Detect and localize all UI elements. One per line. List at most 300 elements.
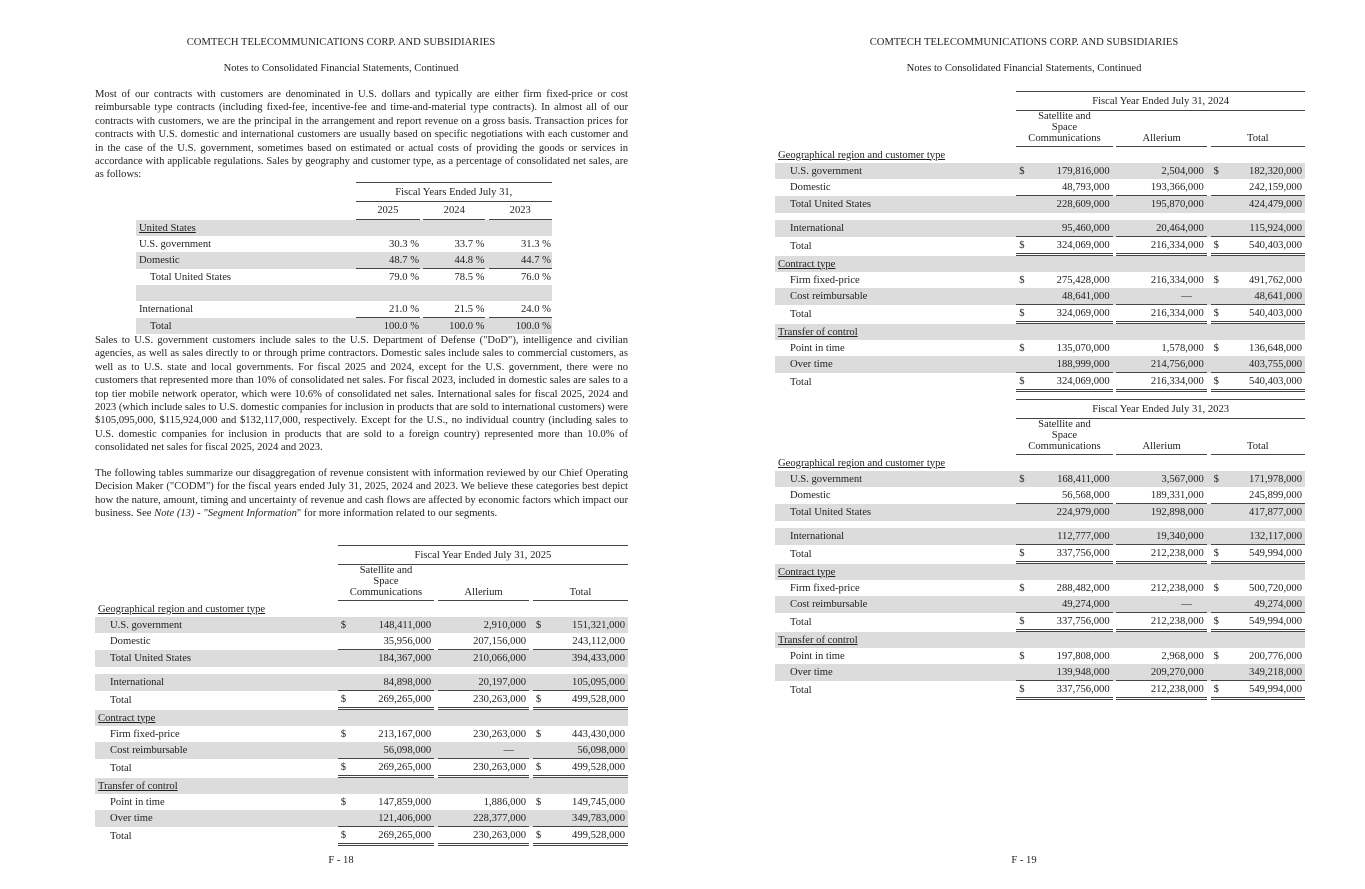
amount-box xyxy=(1116,472,1206,487)
table-row xyxy=(775,220,1305,237)
spacer-cell xyxy=(775,213,1305,220)
amount-box xyxy=(1211,472,1305,487)
currency-symbol: $ xyxy=(535,619,542,631)
amount-value: 193,366,000 xyxy=(1150,181,1204,193)
sales-percentage-table xyxy=(136,182,552,334)
amount-box xyxy=(338,675,434,690)
amount-cell xyxy=(1211,220,1305,237)
column-header: Satellite and Space Communications xyxy=(1016,419,1112,455)
amount-cell xyxy=(338,759,434,778)
amount-cell xyxy=(1116,163,1206,179)
currency-symbol: $ xyxy=(340,728,347,740)
amount-box xyxy=(1016,472,1112,487)
blank-cell xyxy=(775,91,1016,111)
amount-value: 182,320,000 xyxy=(1249,165,1302,177)
amount-cell xyxy=(438,617,529,633)
row-label: Domestic xyxy=(110,636,151,647)
amount-cell xyxy=(438,726,529,742)
amount-cell xyxy=(533,617,628,633)
spacer-cell xyxy=(95,667,628,674)
amount-value: 275,428,000 xyxy=(1056,274,1110,286)
amount-cell xyxy=(533,742,628,759)
currency-symbol: $ xyxy=(1213,547,1219,559)
amount-box xyxy=(1211,614,1305,629)
percent-value: 31.3 % xyxy=(520,238,551,250)
amount-value: 269,265,000 xyxy=(378,693,432,705)
amount-cell xyxy=(1016,356,1112,373)
amount-cell xyxy=(1211,564,1305,580)
amount-value: 195,870,000 xyxy=(1150,199,1204,210)
amount-value: 105,095,000 xyxy=(572,676,625,688)
amount-cell xyxy=(1211,147,1305,163)
percent-value: 24.0 % xyxy=(489,301,553,318)
blank-cell xyxy=(775,399,1016,419)
table-row xyxy=(775,340,1305,356)
amount-box xyxy=(438,828,529,843)
percent-value: 30.3 % xyxy=(389,238,420,250)
column-header: Total xyxy=(1211,419,1305,455)
amount-box xyxy=(1116,488,1206,503)
amount-box xyxy=(1211,597,1305,612)
amount-cell xyxy=(1211,256,1305,272)
section-header-row xyxy=(95,778,628,794)
row-label: Total xyxy=(790,617,812,628)
amount-box xyxy=(1116,649,1206,664)
amount-value: 228,377,000 xyxy=(473,812,527,824)
amount-cell xyxy=(1116,613,1206,632)
note-reference: Note (13) - "Segment Information xyxy=(154,508,297,520)
currency-symbol: $ xyxy=(1213,165,1219,177)
section-header-row xyxy=(95,710,628,726)
currency-symbol: $ xyxy=(1019,342,1025,354)
amount-cell xyxy=(438,601,529,617)
total-row xyxy=(775,237,1305,256)
amount-box xyxy=(533,692,628,707)
column-header: Total xyxy=(1211,111,1305,147)
currency-symbol: $ xyxy=(1213,239,1219,251)
table-title: Fiscal Year Ended July 31, 2023 xyxy=(1016,399,1305,419)
amount-value: 540,403,000 xyxy=(1249,307,1302,319)
amount-value: 149,745,000 xyxy=(572,796,625,808)
currency-symbol: $ xyxy=(1019,683,1025,695)
currency-symbol: $ xyxy=(340,829,347,841)
total-row xyxy=(775,545,1305,564)
table-row xyxy=(136,285,552,301)
row-label: Total xyxy=(110,695,132,706)
row-label: Contract type xyxy=(95,710,338,726)
revenue-table-2025 xyxy=(95,545,628,846)
header-row xyxy=(136,182,552,202)
amount-value: 349,218,000 xyxy=(1249,666,1302,678)
row-label: International xyxy=(775,528,1016,545)
amount-cell xyxy=(338,710,434,726)
amount-value: 349,783,000 xyxy=(572,812,625,824)
amount-box xyxy=(338,743,434,758)
currency-symbol: $ xyxy=(535,693,542,705)
column-header: Allerium xyxy=(1116,419,1206,455)
amount-value: 216,334,000 xyxy=(1150,375,1204,387)
page-header-subtitle: Notes to Consolidated Financial Statements, Continued xyxy=(223,63,459,74)
amount-cell xyxy=(438,759,529,778)
amount-value: 499,528,000 xyxy=(572,761,625,773)
amount-value: 417,877,000 xyxy=(1249,507,1302,518)
page-header-company: COMTECH TELECOMMUNICATIONS CORP. AND SUBSIDIARIES xyxy=(869,37,1179,48)
amount-box xyxy=(533,727,628,742)
amount-box xyxy=(533,618,628,633)
amount-value: 56,098,000 xyxy=(577,744,625,756)
blank-cell xyxy=(775,419,1016,455)
amount-value: — xyxy=(503,744,515,756)
amount-box xyxy=(1016,341,1112,356)
amount-box xyxy=(1016,238,1112,253)
table-title: Fiscal Year Ended July 31, 2025 xyxy=(338,545,628,565)
row-label: Total xyxy=(790,685,812,696)
amount-box xyxy=(1016,221,1112,236)
paragraph-text: " for more information related to our segments. xyxy=(296,508,498,520)
amount-cell xyxy=(438,633,529,650)
percent-value: 100.0 % xyxy=(489,318,553,334)
amount-value: 3,567,000 xyxy=(1161,473,1204,485)
amount-value: 139,948,000 xyxy=(1056,666,1110,678)
amount-cell xyxy=(1211,373,1305,392)
table-row xyxy=(136,220,552,236)
table-row xyxy=(95,794,628,810)
amount-box xyxy=(1016,180,1112,195)
column-header-row xyxy=(775,111,1305,147)
amount-box xyxy=(1116,529,1206,544)
amount-value: 84,898,000 xyxy=(383,676,432,688)
total-row xyxy=(95,759,628,778)
row-label: Over time xyxy=(775,664,1016,681)
amount-cell xyxy=(1211,455,1305,471)
amount-box xyxy=(1116,306,1206,321)
currency-symbol: $ xyxy=(535,761,542,773)
percent-value: 44.7 % xyxy=(489,252,553,269)
column-header-row xyxy=(95,565,628,601)
amount-box xyxy=(1116,180,1206,195)
amount-cell xyxy=(1211,272,1305,288)
amount-cell xyxy=(338,691,434,710)
percent-value xyxy=(489,220,553,236)
amount-value: 20,197,000 xyxy=(478,676,527,688)
amount-value: 216,334,000 xyxy=(1150,307,1204,319)
amount-cell xyxy=(533,633,628,650)
amount-cell xyxy=(1116,564,1206,580)
amount-box xyxy=(533,651,628,666)
amount-box xyxy=(1211,221,1305,236)
header-row xyxy=(95,545,628,565)
amount-cell xyxy=(1016,373,1112,392)
row-label: Transfer of control xyxy=(95,778,338,794)
amount-cell xyxy=(1016,196,1112,213)
amount-cell xyxy=(1211,596,1305,613)
amount-box xyxy=(1116,221,1206,236)
amount-value: 242,159,000 xyxy=(1249,181,1302,193)
amount-cell xyxy=(1211,196,1305,213)
amount-cell xyxy=(1116,220,1206,237)
amount-value: 216,334,000 xyxy=(1150,274,1204,286)
amount-value: 549,994,000 xyxy=(1249,547,1302,559)
amount-box xyxy=(1016,306,1112,321)
amount-cell xyxy=(1116,340,1206,356)
amount-cell xyxy=(1016,664,1112,681)
amount-cell xyxy=(1016,596,1112,613)
amount-box xyxy=(1211,488,1305,503)
page-header-company: COMTECH TELECOMMUNICATIONS CORP. AND SUBSIDIARIES xyxy=(186,37,496,48)
amount-cell xyxy=(1211,528,1305,545)
amount-cell xyxy=(338,827,434,846)
amount-value: 112,777,000 xyxy=(1057,530,1110,542)
amount-cell xyxy=(1116,147,1206,163)
amount-cell xyxy=(1016,237,1112,256)
amount-cell xyxy=(1016,288,1112,305)
amount-box xyxy=(1211,164,1305,179)
section-header-row xyxy=(775,324,1305,340)
year-header: 2025 xyxy=(356,202,420,220)
amount-box xyxy=(1211,306,1305,321)
amount-cell xyxy=(1016,632,1112,648)
amount-box xyxy=(1116,505,1206,520)
row-label: Domestic xyxy=(136,252,356,269)
currency-symbol: $ xyxy=(1019,615,1025,627)
amount-value: 245,899,000 xyxy=(1249,489,1302,501)
amount-cell xyxy=(1116,455,1206,471)
blank-cell xyxy=(136,182,356,202)
amount-box xyxy=(438,727,529,742)
percent-value xyxy=(356,220,420,236)
row-label: Point in time xyxy=(110,796,165,808)
paragraph-contracts: Most of our contracts with customers are denominated in U.S. dollars and typically are either firm fixed-price or cost reimbursable type contracts (including fixed-fee, incentive-fee and time-and-material type contracts). In almost all of our contracts with customers, we are the principal in the arrangement and report revenue on a gross basis. Transaction prices for contracts with U.S. domestic and international customers are usually based on specific negotiations with each customer and in the case of the U.S. government, sometimes based on estimated or actual costs of providing the goods or services in accordance with applicable regulations. Sales by geography and customer type, as a percentage of consolidated net sales, are as follows: xyxy=(95,89,628,181)
amount-value: 230,263,000 xyxy=(473,693,527,705)
amount-cell xyxy=(1116,681,1206,700)
row-label: Total United States xyxy=(95,650,338,667)
amount-box xyxy=(1211,682,1305,697)
amount-value: 212,238,000 xyxy=(1150,683,1204,695)
amount-cell xyxy=(1211,237,1305,256)
amount-box xyxy=(1016,529,1112,544)
percent-value xyxy=(489,285,553,301)
amount-cell xyxy=(1016,528,1112,545)
amount-cell xyxy=(438,827,529,846)
table-row xyxy=(775,528,1305,545)
section-header-row xyxy=(775,564,1305,580)
amount-value: 132,117,000 xyxy=(1249,530,1302,542)
amount-box xyxy=(1211,505,1305,520)
amount-cell xyxy=(1116,237,1206,256)
year-header-row xyxy=(136,202,552,220)
amount-cell xyxy=(1016,455,1112,471)
amount-cell xyxy=(1016,564,1112,580)
amount-value: 48,793,000 xyxy=(1061,181,1110,193)
amount-cell xyxy=(1016,147,1112,163)
section-header-row xyxy=(775,455,1305,471)
row-label: U.S. government xyxy=(775,471,1016,487)
amount-cell xyxy=(1116,648,1206,664)
amount-value: 171,978,000 xyxy=(1249,473,1302,485)
amount-box xyxy=(1211,289,1305,304)
table-row xyxy=(95,810,628,827)
currency-symbol: $ xyxy=(1019,650,1025,662)
amount-box xyxy=(1116,197,1206,212)
amount-cell xyxy=(338,601,434,617)
currency-symbol: $ xyxy=(340,761,347,773)
amount-value: 1,578,000 xyxy=(1161,342,1204,354)
amount-box xyxy=(438,675,529,690)
amount-cell xyxy=(338,726,434,742)
amount-value: 394,433,000 xyxy=(572,653,625,664)
amount-cell xyxy=(1211,324,1305,340)
amount-cell xyxy=(1211,356,1305,373)
amount-value: 209,270,000 xyxy=(1150,666,1204,678)
amount-box xyxy=(438,651,529,666)
amount-cell xyxy=(1211,613,1305,632)
amount-cell xyxy=(438,778,529,794)
amount-box xyxy=(533,811,628,826)
percent-value: 44.8 % xyxy=(423,252,485,269)
amount-value: 19,340,000 xyxy=(1156,530,1204,542)
amount-value: 337,756,000 xyxy=(1056,547,1110,559)
amount-cell xyxy=(1016,580,1112,596)
amount-box xyxy=(438,634,529,649)
amount-cell xyxy=(1211,632,1305,648)
amount-cell xyxy=(338,794,434,810)
percent-value: 78.5 % xyxy=(454,271,485,283)
row-label: Firm fixed-price xyxy=(110,728,180,740)
amount-box xyxy=(1016,289,1112,304)
row-label: International xyxy=(95,674,338,691)
amount-box xyxy=(438,618,529,633)
amount-value: 443,430,000 xyxy=(572,728,625,740)
table-row xyxy=(136,301,552,318)
amount-box xyxy=(1016,488,1112,503)
amount-cell xyxy=(1116,596,1206,613)
amount-value: 95,460,000 xyxy=(1061,222,1110,234)
amount-cell xyxy=(533,794,628,810)
spacer-row xyxy=(775,521,1305,528)
currency-symbol: $ xyxy=(535,728,542,740)
amount-box xyxy=(338,634,434,649)
spacer-cell xyxy=(775,521,1305,528)
amount-value: 230,263,000 xyxy=(473,728,527,740)
row-label: Total xyxy=(790,309,812,320)
amount-cell xyxy=(1116,504,1206,521)
amount-value: 499,528,000 xyxy=(572,693,625,705)
amount-cell xyxy=(1016,163,1112,179)
amount-value: 56,098,000 xyxy=(383,744,432,756)
amount-box xyxy=(338,692,434,707)
table-row xyxy=(775,356,1305,373)
amount-box xyxy=(1016,273,1112,288)
amount-cell xyxy=(533,710,628,726)
spacer-row xyxy=(95,667,628,674)
amount-value: 540,403,000 xyxy=(1249,239,1302,251)
amount-cell xyxy=(533,827,628,846)
row-label: Firm fixed-price xyxy=(790,274,860,286)
amount-box xyxy=(338,651,434,666)
amount-cell xyxy=(1116,179,1206,196)
amount-value: 49,274,000 xyxy=(1254,598,1302,610)
row-label: United States xyxy=(136,220,356,236)
amount-cell xyxy=(533,778,628,794)
row-label: Total xyxy=(790,241,812,252)
row-label: Cost reimbursable xyxy=(95,742,338,759)
amount-cell xyxy=(1116,196,1206,213)
amount-box xyxy=(338,727,434,742)
row-label: U.S. government xyxy=(775,163,1016,179)
table-row xyxy=(775,487,1305,504)
amount-box xyxy=(1116,341,1206,356)
amount-cell xyxy=(1116,471,1206,487)
column-header: Allerium xyxy=(438,565,529,601)
amount-cell xyxy=(1211,487,1305,504)
amount-value: 148,411,000 xyxy=(378,619,432,631)
blank-cell xyxy=(775,111,1016,147)
amount-box xyxy=(1016,197,1112,212)
amount-value: 35,956,000 xyxy=(383,635,432,647)
amount-cell xyxy=(1211,681,1305,700)
amount-cell xyxy=(1116,356,1206,373)
row-label: Total xyxy=(790,377,812,388)
amount-cell xyxy=(338,778,434,794)
percent-value: 48.7 % xyxy=(356,252,420,269)
amount-box xyxy=(438,743,529,758)
currency-symbol: $ xyxy=(1019,473,1025,485)
amount-value: 269,265,000 xyxy=(378,761,432,773)
amount-value: 500,720,000 xyxy=(1249,582,1302,594)
amount-cell xyxy=(1211,340,1305,356)
amount-value: — xyxy=(1181,290,1192,302)
amount-cell xyxy=(1016,681,1112,700)
currency-symbol: $ xyxy=(1019,307,1025,319)
amount-box xyxy=(1211,649,1305,664)
amount-cell xyxy=(338,674,434,691)
amount-box xyxy=(1016,505,1112,520)
table-row xyxy=(775,664,1305,681)
amount-box xyxy=(1211,180,1305,195)
row-label: International xyxy=(775,220,1016,237)
amount-cell xyxy=(338,810,434,827)
row-label: Total United States xyxy=(775,504,1016,521)
amount-cell xyxy=(438,742,529,759)
currency-symbol: $ xyxy=(1213,650,1219,662)
amount-value: 540,403,000 xyxy=(1249,375,1302,387)
percent-value xyxy=(356,285,420,301)
amount-value: 2,910,000 xyxy=(483,619,527,631)
amount-cell xyxy=(1016,613,1112,632)
section-header-row xyxy=(95,601,628,617)
amount-cell xyxy=(533,759,628,778)
row-label: U.S. government xyxy=(95,617,338,633)
amount-cell xyxy=(1116,545,1206,564)
currency-symbol: $ xyxy=(535,829,542,841)
amount-cell xyxy=(533,726,628,742)
amount-value: 49,274,000 xyxy=(1061,598,1110,610)
table-row xyxy=(136,269,552,285)
amount-box xyxy=(438,811,529,826)
currency-symbol: $ xyxy=(1213,473,1219,485)
amount-value: 48,641,000 xyxy=(1061,290,1110,302)
amount-cell xyxy=(1016,487,1112,504)
header-row xyxy=(775,91,1305,111)
amount-cell xyxy=(338,617,434,633)
amount-cell xyxy=(1211,179,1305,196)
amount-box xyxy=(1211,341,1305,356)
amount-value: 121,406,000 xyxy=(378,812,432,824)
amount-value: 269,265,000 xyxy=(378,829,432,841)
amount-box xyxy=(1116,665,1206,680)
blank-cell xyxy=(95,565,338,601)
spacer-row xyxy=(775,213,1305,220)
